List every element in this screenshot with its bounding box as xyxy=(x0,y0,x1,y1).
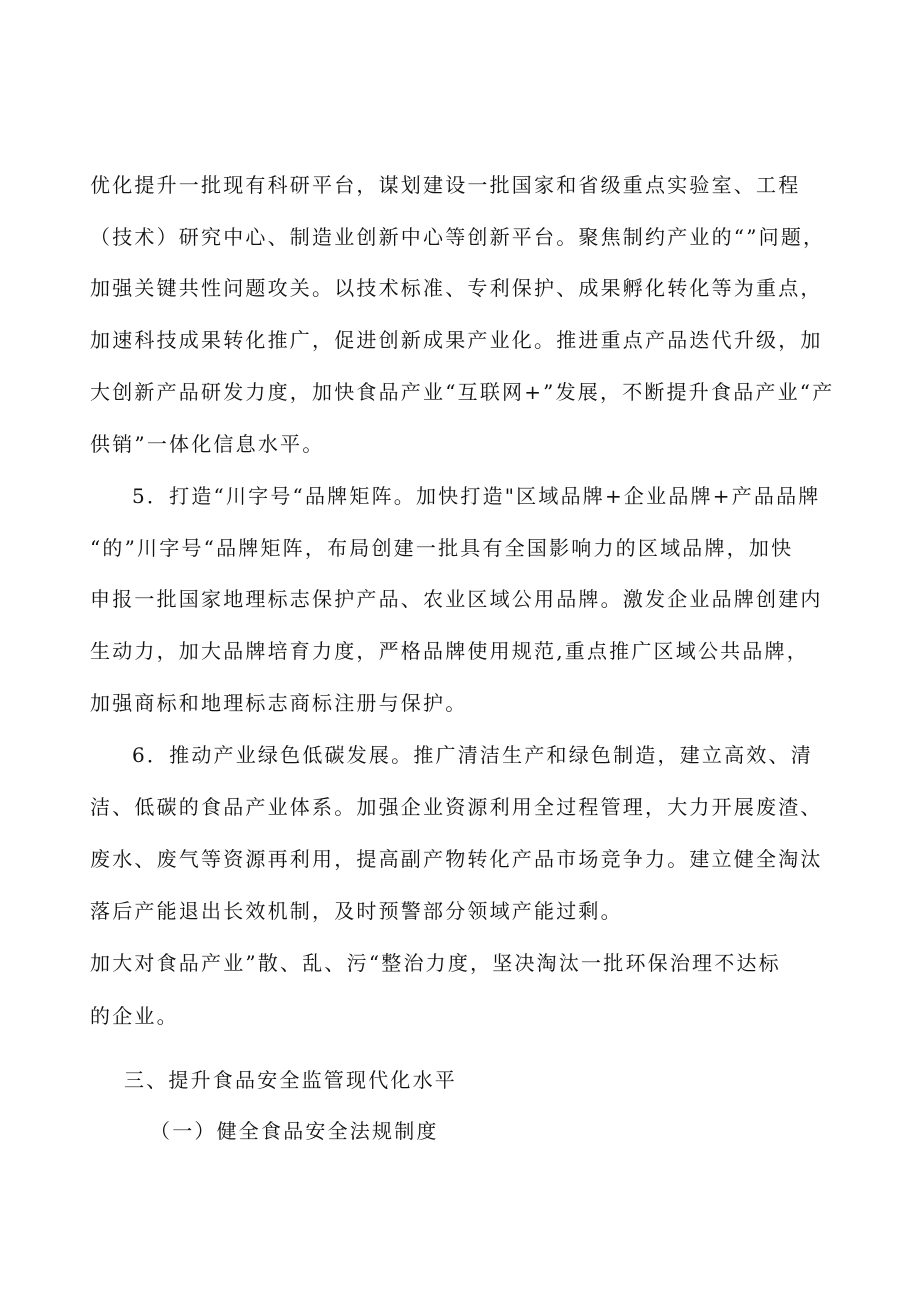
paragraph-6-line-3: 废水、废气等资源再利用，提高副产物转化产品市场竞争力。建立健全淘汰 xyxy=(90,847,823,871)
paragraph-4-line-1: 优化提升一批现有科研平台，谋划建设一批国家和省级重点实验室、工程 xyxy=(90,173,801,197)
paragraph-7-line-2: 的企业。 xyxy=(90,1004,179,1028)
paragraph-4-line-5: 大创新产品研发力度，加快食品产业“互联网+”发展，不断提升食品产业“产 xyxy=(90,380,835,404)
subsection-heading: （一）健全食品安全法规制度 xyxy=(150,1119,439,1143)
paragraph-4-line-4: 加速科技成果转化推广，促进创新成果产业化。推进重点产品迭代升级，加 xyxy=(90,328,823,352)
section-heading: 三、提升食品安全监管现代化水平 xyxy=(124,1068,457,1092)
paragraph-5-line-3: 申报一批国家地理标志保护产品、农业区域公用品牌。激发企业品牌创建内 xyxy=(90,587,823,611)
paragraph-5-line-1: 5．打造“川字号“品牌矩阵。加快打造"区域品牌+企业品牌+产品品牌 xyxy=(132,484,821,508)
paragraph-4-line-2: （技术）研究中心、制造业创新中心等创新平台。聚焦制约产业的“”问题， xyxy=(90,225,826,249)
paragraph-6-line-2: 洁、低碳的食品产业体系。加强企业资源利用全过程管理，大力开展废渣、 xyxy=(90,795,823,819)
paragraph-6-line-1: 6．推动产业绿色低碳发展。推广清洁生产和绿色制造，建立高效、清 xyxy=(132,743,813,767)
paragraph-4-line-6: 供销”一体化信息水平。 xyxy=(90,432,325,456)
paragraph-5-line-2: “的”川字号“品牌矩阵，布局创建一批具有全国影响力的区域品牌，加快 xyxy=(90,536,794,560)
paragraph-6-line-4: 落后产能退出长效机制，及时预警部分领域产能过剩。 xyxy=(90,899,623,923)
paragraph-7-line-1: 加大对食品产业”散、乱、污“整治力度，坚决淘汰一批环保治理不达标 xyxy=(90,951,781,975)
paragraph-5-line-4: 生动力，加大品牌培育力度，严格品牌使用规范,重点推广区域公共品牌， xyxy=(90,639,809,663)
paragraph-4-line-3: 加强关键共性问题攻关。以技术标准、专利保护、成果孵化转化等为重点， xyxy=(90,276,823,300)
paragraph-5-line-5: 加强商标和地理标志商标注册与保护。 xyxy=(90,691,468,715)
